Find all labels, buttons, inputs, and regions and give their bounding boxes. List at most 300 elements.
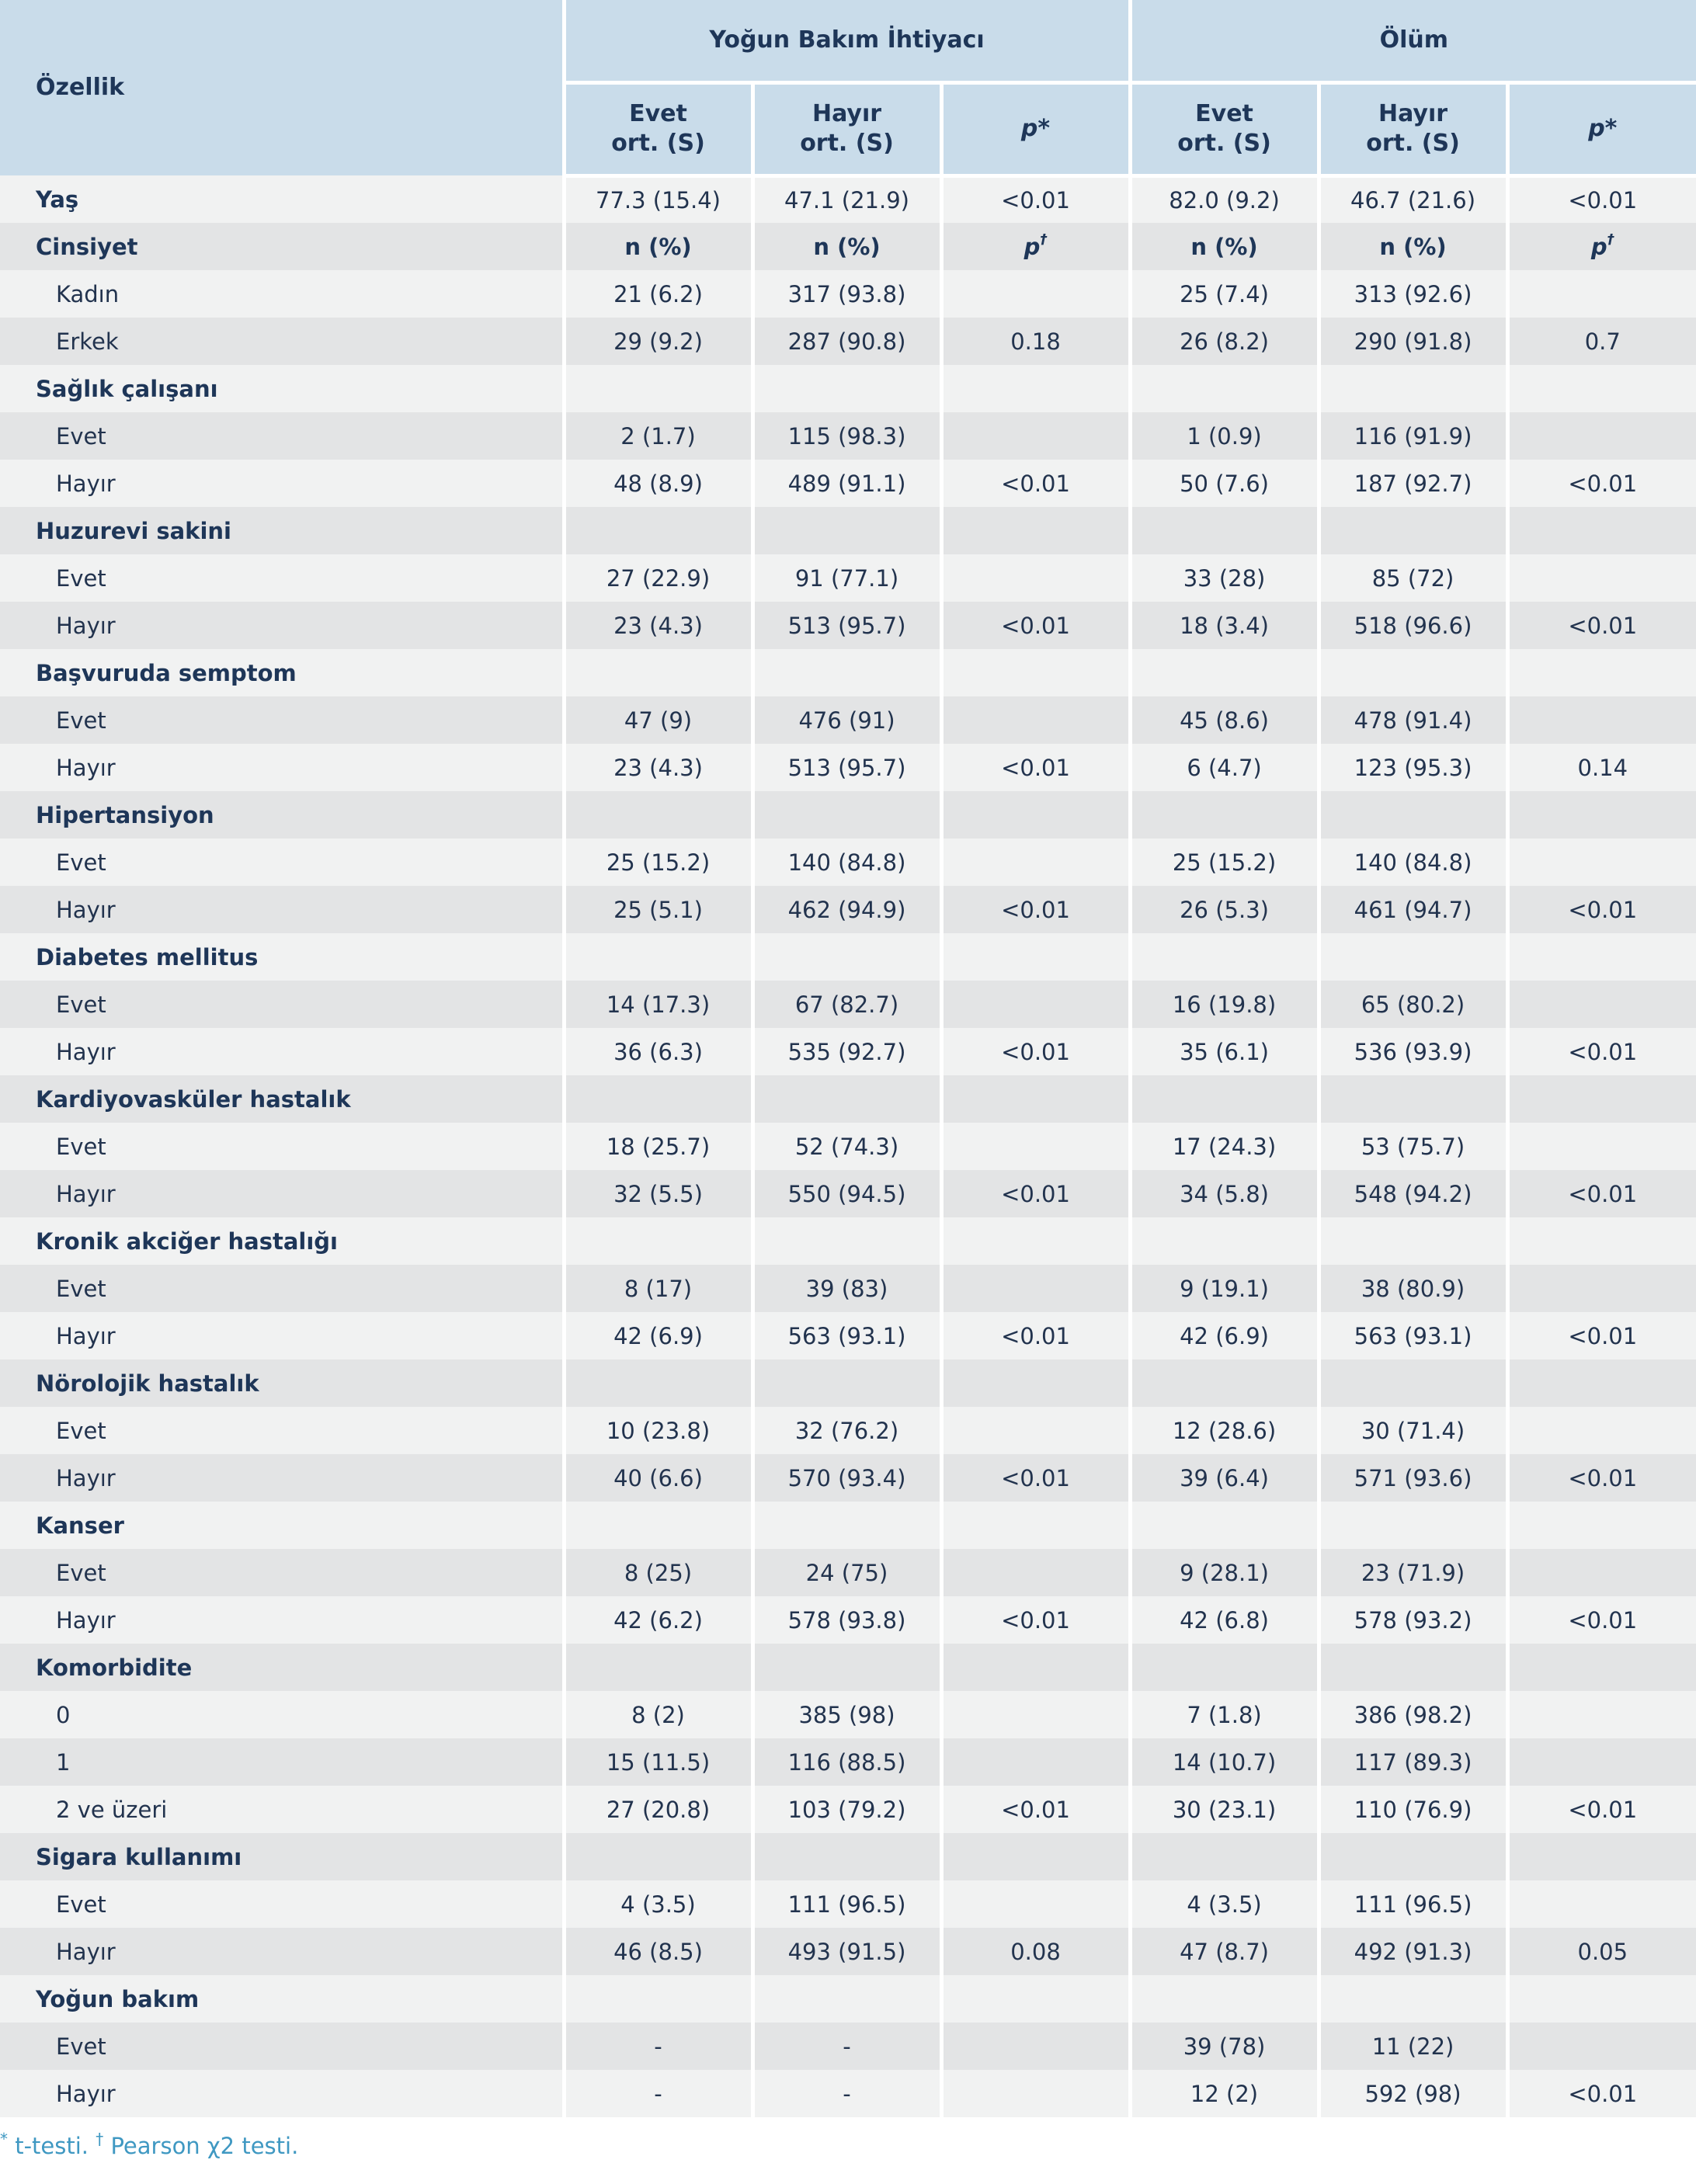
- table-cell: [1130, 1975, 1319, 2023]
- table-cell: [752, 1975, 941, 2023]
- table-cell: <0.01: [1507, 460, 1696, 507]
- table-row: [0, 1170, 1696, 1217]
- row-label: Hayır: [0, 2070, 564, 2117]
- table-cell: [1507, 1075, 1696, 1123]
- table-cell: 12 (2): [1130, 2070, 1319, 2117]
- table-cell: [941, 839, 1130, 886]
- table-cell: 518 (96.6): [1319, 602, 1507, 649]
- table-cell: <0.01: [1507, 1028, 1696, 1075]
- footnote: * t-testi. † Pearson χ2 testi.: [0, 2130, 299, 2159]
- table-cell: [1507, 649, 1696, 696]
- table-cell: 116 (88.5): [752, 1738, 941, 1786]
- table-row: [0, 1975, 1696, 2023]
- table-cell: [1507, 1265, 1696, 1312]
- table-cell: 39 (78): [1130, 2023, 1319, 2070]
- table-cell: -: [564, 2070, 752, 2117]
- table-cell: [941, 1880, 1130, 1928]
- table-cell: <0.01: [941, 1170, 1130, 1217]
- table-row: [0, 223, 1696, 270]
- table-cell: 489 (91.1): [752, 460, 941, 507]
- table-row: [0, 412, 1696, 460]
- table-cell: 65 (80.2): [1319, 981, 1507, 1028]
- table-cell: 18 (25.7): [564, 1123, 752, 1170]
- table-cell: [1507, 1502, 1696, 1549]
- table-cell: [1507, 270, 1696, 318]
- table-cell: 0.08: [941, 1928, 1130, 1975]
- table-cell: 27 (20.8): [564, 1786, 752, 1833]
- table-cell: [564, 507, 752, 554]
- table-cell: [1507, 791, 1696, 839]
- table-cell: 26 (8.2): [1130, 318, 1319, 365]
- table-cell: 47.1 (21.9): [752, 175, 941, 223]
- icu-group-header: Yoğun Bakım İhtiyacı: [564, 0, 1130, 82]
- table-cell: [752, 1502, 941, 1549]
- table-cell: 47 (8.7): [1130, 1928, 1319, 1975]
- row-label: Evet: [0, 554, 564, 602]
- table-cell: [1507, 1644, 1696, 1691]
- row-label: Evet: [0, 2023, 564, 2070]
- table-cell: 140 (84.8): [752, 839, 941, 886]
- table-row: [0, 270, 1696, 318]
- table-cell: [941, 1975, 1130, 2023]
- table-row: [0, 365, 1696, 412]
- table-row: [0, 1786, 1696, 1833]
- table-cell: 25 (7.4): [1130, 270, 1319, 318]
- table-cell: [941, 1075, 1130, 1123]
- table-row: [0, 1549, 1696, 1596]
- row-label: Kadın: [0, 270, 564, 318]
- table-cell: [941, 1123, 1130, 1170]
- table-cell: [941, 649, 1130, 696]
- table-cell: [564, 1502, 752, 1549]
- table-cell: [941, 933, 1130, 981]
- table-cell: 38 (80.9): [1319, 1265, 1507, 1312]
- table-cell: 548 (94.2): [1319, 1170, 1507, 1217]
- table-cell: 117 (89.3): [1319, 1738, 1507, 1786]
- table-header: [0, 0, 1696, 175]
- table-cell: [1507, 933, 1696, 981]
- table-cell: 6 (4.7): [1130, 744, 1319, 791]
- table-cell: [564, 1833, 752, 1880]
- table-cell: -: [564, 2023, 752, 2070]
- table-cell: 42 (6.9): [564, 1312, 752, 1359]
- table-cell: [1130, 791, 1319, 839]
- table-cell: [1130, 1217, 1319, 1265]
- table-row: [0, 554, 1696, 602]
- table-row: [0, 1312, 1696, 1359]
- table-cell: 0.14: [1507, 744, 1696, 791]
- row-label: Diabetes mellitus: [0, 933, 564, 981]
- table-cell: 36 (6.3): [564, 1028, 752, 1075]
- table-row: [0, 933, 1696, 981]
- table-cell: 140 (84.8): [1319, 839, 1507, 886]
- table-cell: 82.0 (9.2): [1130, 175, 1319, 223]
- table-cell: 29 (9.2): [564, 318, 752, 365]
- table-cell: [752, 791, 941, 839]
- row-label: Evet: [0, 1880, 564, 1928]
- table-cell: [1319, 1217, 1507, 1265]
- table-cell: [1130, 365, 1319, 412]
- table-cell: <0.01: [1507, 175, 1696, 223]
- table-cell: 25 (15.2): [1130, 839, 1319, 886]
- table-row: [0, 1454, 1696, 1502]
- table-cell: [1319, 649, 1507, 696]
- table-cell: 4 (3.5): [564, 1880, 752, 1928]
- table-row: [0, 696, 1696, 744]
- table-cell: 0.18: [941, 318, 1130, 365]
- table-cell: [941, 981, 1130, 1028]
- table-cell: [941, 270, 1130, 318]
- table-cell: [1507, 365, 1696, 412]
- row-label: Evet: [0, 839, 564, 886]
- table-cell: 7 (1.8): [1130, 1691, 1319, 1738]
- table-cell: 563 (93.1): [1319, 1312, 1507, 1359]
- table-cell: [941, 791, 1130, 839]
- death-p-header: p*: [1507, 82, 1696, 175]
- sex-subheader-cell: p†: [1507, 223, 1696, 270]
- table-row: [0, 791, 1696, 839]
- table-cell: [752, 649, 941, 696]
- table-cell: [1507, 1549, 1696, 1596]
- table-row: [0, 1833, 1696, 1880]
- table-cell: 50 (7.6): [1130, 460, 1319, 507]
- table-cell: [564, 649, 752, 696]
- table-cell: <0.01: [941, 1596, 1130, 1644]
- row-label: Evet: [0, 981, 564, 1028]
- table-cell: [1507, 1123, 1696, 1170]
- row-label: 0: [0, 1691, 564, 1738]
- table-cell: [1319, 1975, 1507, 2023]
- table-row: [0, 2070, 1696, 2117]
- table-cell: <0.01: [941, 175, 1130, 223]
- table-cell: 111 (96.5): [752, 1880, 941, 1928]
- table-cell: [941, 1833, 1130, 1880]
- table-cell: 578 (93.2): [1319, 1596, 1507, 1644]
- table-cell: [752, 365, 941, 412]
- table-cell: 39 (6.4): [1130, 1454, 1319, 1502]
- row-label: Başvuruda semptom: [0, 649, 564, 696]
- table-cell: [1319, 365, 1507, 412]
- table-cell: -: [752, 2070, 941, 2117]
- table-cell: [564, 1217, 752, 1265]
- table-cell: 110 (76.9): [1319, 1786, 1507, 1833]
- table-cell: <0.01: [1507, 2070, 1696, 2117]
- table-cell: [1507, 981, 1696, 1028]
- table-row: [0, 1028, 1696, 1075]
- table-row: [0, 1596, 1696, 1644]
- table-cell: 2 (1.7): [564, 412, 752, 460]
- table-cell: <0.01: [941, 744, 1130, 791]
- table-cell: 23 (71.9): [1319, 1549, 1507, 1596]
- table-cell: 116 (91.9): [1319, 412, 1507, 460]
- table-cell: [564, 1359, 752, 1407]
- table-cell: <0.01: [1507, 1786, 1696, 1833]
- table-cell: [941, 1217, 1130, 1265]
- row-label: Hayır: [0, 1928, 564, 1975]
- table-cell: 40 (6.6): [564, 1454, 752, 1502]
- table-cell: [564, 933, 752, 981]
- row-label: 1: [0, 1738, 564, 1786]
- table-cell: [1130, 507, 1319, 554]
- table-cell: 592 (98): [1319, 2070, 1507, 2117]
- table-cell: 42 (6.9): [1130, 1312, 1319, 1359]
- table-row: [0, 1644, 1696, 1691]
- table-cell: [1507, 1359, 1696, 1407]
- table-cell: [1130, 1833, 1319, 1880]
- row-label: Kronik akciğer hastalığı: [0, 1217, 564, 1265]
- row-label: Evet: [0, 1265, 564, 1312]
- table-cell: [564, 791, 752, 839]
- table-cell: 30 (23.1): [1130, 1786, 1319, 1833]
- table-cell: 32 (76.2): [752, 1407, 941, 1454]
- table-cell: 47 (9): [564, 696, 752, 744]
- table-cell: 10 (23.8): [564, 1407, 752, 1454]
- table-cell: 9 (19.1): [1130, 1265, 1319, 1312]
- table-row: [0, 1265, 1696, 1312]
- table-cell: 563 (93.1): [752, 1312, 941, 1359]
- table-cell: [752, 1833, 941, 1880]
- table-cell: 52 (74.3): [752, 1123, 941, 1170]
- row-label: Sigara kullanımı: [0, 1833, 564, 1880]
- table-cell: [941, 1265, 1130, 1312]
- row-label: Hayır: [0, 744, 564, 791]
- table-cell: 14 (10.7): [1130, 1738, 1319, 1786]
- table-cell: 103 (79.2): [752, 1786, 941, 1833]
- table-row: [0, 1407, 1696, 1454]
- table-cell: 8 (2): [564, 1691, 752, 1738]
- table-cell: 0.05: [1507, 1928, 1696, 1975]
- table-cell: 17 (24.3): [1130, 1123, 1319, 1170]
- table-cell: [941, 1502, 1130, 1549]
- table-cell: [752, 507, 941, 554]
- row-label: Hayır: [0, 1028, 564, 1075]
- table-cell: 45 (8.6): [1130, 696, 1319, 744]
- row-label: Hayır: [0, 1454, 564, 1502]
- table-cell: [752, 1075, 941, 1123]
- table-cell: 25 (5.1): [564, 886, 752, 933]
- table-cell: 123 (95.3): [1319, 744, 1507, 791]
- table-cell: [1507, 1691, 1696, 1738]
- table-cell: 11 (22): [1319, 2023, 1507, 2070]
- table-row: [0, 649, 1696, 696]
- table-cell: 14 (17.3): [564, 981, 752, 1028]
- table-cell: [1319, 1502, 1507, 1549]
- row-label: Huzurevi sakini: [0, 507, 564, 554]
- table-cell: 35 (6.1): [1130, 1028, 1319, 1075]
- table-row: [0, 1217, 1696, 1265]
- row-label: Komorbidite: [0, 1644, 564, 1691]
- table-cell: 493 (91.5): [752, 1928, 941, 1975]
- table-row: [0, 175, 1696, 223]
- table-row: [0, 602, 1696, 649]
- table-row: [0, 2023, 1696, 2070]
- table-cell: [564, 1075, 752, 1123]
- table-cell: [1130, 1075, 1319, 1123]
- table-cell: [941, 1691, 1130, 1738]
- table-cell: 30 (71.4): [1319, 1407, 1507, 1454]
- table-cell: 23 (4.3): [564, 602, 752, 649]
- sex-subheader-cell: p†: [941, 223, 1130, 270]
- table-cell: 9 (28.1): [1130, 1549, 1319, 1596]
- icu-yes-header: Evet ort. (S): [564, 82, 752, 175]
- table-cell: [1507, 412, 1696, 460]
- sex-subheader-cell: n (%): [564, 223, 752, 270]
- table-cell: <0.01: [1507, 1312, 1696, 1359]
- table-cell: <0.01: [941, 1786, 1130, 1833]
- table-cell: [1507, 1833, 1696, 1880]
- table-cell: [752, 1359, 941, 1407]
- table-cell: 46 (8.5): [564, 1928, 752, 1975]
- row-label: Cinsiyet: [0, 223, 564, 270]
- table-cell: <0.01: [941, 1028, 1130, 1075]
- table-cell: [564, 365, 752, 412]
- table-row: [0, 886, 1696, 933]
- death-yes-header: Evet ort. (S): [1130, 82, 1319, 175]
- table-cell: [1319, 1359, 1507, 1407]
- table-cell: [941, 412, 1130, 460]
- table-cell: 8 (25): [564, 1549, 752, 1596]
- row-label: Hayır: [0, 602, 564, 649]
- table-row: [0, 460, 1696, 507]
- sex-subheader-cell: n (%): [1130, 223, 1319, 270]
- table-cell: [1507, 1975, 1696, 2023]
- table-cell: 578 (93.8): [752, 1596, 941, 1644]
- table-cell: 0.7: [1507, 318, 1696, 365]
- table-cell: <0.01: [1507, 1170, 1696, 1217]
- table-cell: 24 (75): [752, 1549, 941, 1596]
- table-cell: <0.01: [1507, 602, 1696, 649]
- table-row: [0, 744, 1696, 791]
- table-cell: 85 (72): [1319, 554, 1507, 602]
- table-cell: [564, 1644, 752, 1691]
- table-cell: 4 (3.5): [1130, 1880, 1319, 1928]
- table-row: [0, 1928, 1696, 1975]
- table-cell: 91 (77.1): [752, 554, 941, 602]
- table-cell: [1130, 649, 1319, 696]
- row-label: Kardiyovasküler hastalık: [0, 1075, 564, 1123]
- table-cell: [1130, 1644, 1319, 1691]
- table-cell: [1319, 791, 1507, 839]
- table-cell: [941, 1738, 1130, 1786]
- table-cell: [1130, 1502, 1319, 1549]
- table-cell: [941, 507, 1130, 554]
- table-cell: [1507, 1217, 1696, 1265]
- table-cell: 8 (17): [564, 1265, 752, 1312]
- table-cell: 33 (28): [1130, 554, 1319, 602]
- table-cell: [1319, 1833, 1507, 1880]
- table-row: [0, 981, 1696, 1028]
- row-label: Hayır: [0, 1170, 564, 1217]
- death-group-header: Ölüm: [1130, 0, 1696, 82]
- table-row: [0, 1075, 1696, 1123]
- table-cell: 39 (83): [752, 1265, 941, 1312]
- table-cell: 53 (75.7): [1319, 1123, 1507, 1170]
- table-cell: 478 (91.4): [1319, 696, 1507, 744]
- row-label: Hayır: [0, 460, 564, 507]
- table-cell: [941, 365, 1130, 412]
- table-cell: [1130, 933, 1319, 981]
- table-cell: 42 (6.2): [564, 1596, 752, 1644]
- table-cell: [1319, 933, 1507, 981]
- table-cell: 462 (94.9): [752, 886, 941, 933]
- table-cell: 16 (19.8): [1130, 981, 1319, 1028]
- table-cell: [1507, 696, 1696, 744]
- row-label: Evet: [0, 1549, 564, 1596]
- table-cell: [941, 2023, 1130, 2070]
- table-cell: 111 (96.5): [1319, 1880, 1507, 1928]
- table-cell: 492 (91.3): [1319, 1928, 1507, 1975]
- table-cell: 115 (98.3): [752, 412, 941, 460]
- table-cell: [941, 2070, 1130, 2117]
- table-cell: [1507, 2023, 1696, 2070]
- table-cell: 18 (3.4): [1130, 602, 1319, 649]
- table-cell: [564, 1975, 752, 2023]
- table-row: [0, 839, 1696, 886]
- table-cell: 27 (22.9): [564, 554, 752, 602]
- feature-header: Özellik: [0, 0, 564, 175]
- table-cell: [1319, 1075, 1507, 1123]
- table-cell: 385 (98): [752, 1691, 941, 1738]
- row-label: Sağlık çalışanı: [0, 365, 564, 412]
- table-cell: 187 (92.7): [1319, 460, 1507, 507]
- row-label: Evet: [0, 412, 564, 460]
- table-cell: [941, 1644, 1130, 1691]
- table-row: [0, 1691, 1696, 1738]
- table-cell: [1319, 507, 1507, 554]
- table-cell: 12 (28.6): [1130, 1407, 1319, 1454]
- table-cell: 46.7 (21.6): [1319, 175, 1507, 223]
- table-cell: [1507, 839, 1696, 886]
- table-cell: 317 (93.8): [752, 270, 941, 318]
- table-cell: 1 (0.9): [1130, 412, 1319, 460]
- row-label: Hayır: [0, 1596, 564, 1644]
- table-cell: 513 (95.7): [752, 602, 941, 649]
- table-cell: [752, 1217, 941, 1265]
- table-cell: 536 (93.9): [1319, 1028, 1507, 1075]
- sex-subheader-cell: n (%): [1319, 223, 1507, 270]
- table-cell: [1507, 507, 1696, 554]
- table-cell: [1507, 1880, 1696, 1928]
- table-row: [0, 1880, 1696, 1928]
- row-label: Hayır: [0, 886, 564, 933]
- row-label: Yaş: [0, 175, 564, 223]
- table-row: [0, 318, 1696, 365]
- row-label: Nörolojik hastalık: [0, 1359, 564, 1407]
- table-cell: <0.01: [1507, 1454, 1696, 1502]
- table-cell: 48 (8.9): [564, 460, 752, 507]
- table-cell: [941, 1359, 1130, 1407]
- row-label: Hayır: [0, 1312, 564, 1359]
- table-cell: [941, 554, 1130, 602]
- table-cell: <0.01: [941, 1312, 1130, 1359]
- table-cell: [941, 1549, 1130, 1596]
- table-row: [0, 507, 1696, 554]
- table-cell: [1507, 554, 1696, 602]
- table-cell: 386 (98.2): [1319, 1691, 1507, 1738]
- table-cell: 34 (5.8): [1130, 1170, 1319, 1217]
- table-cell: <0.01: [1507, 1596, 1696, 1644]
- table-cell: [941, 1407, 1130, 1454]
- table-cell: [941, 696, 1130, 744]
- table-row: [0, 1123, 1696, 1170]
- table-cell: [1319, 1644, 1507, 1691]
- table-body: [0, 175, 1696, 2117]
- row-label: Evet: [0, 696, 564, 744]
- table-cell: [1507, 1407, 1696, 1454]
- table-cell: <0.01: [941, 1454, 1130, 1502]
- table-cell: 67 (82.7): [752, 981, 941, 1028]
- table-cell: 290 (91.8): [1319, 318, 1507, 365]
